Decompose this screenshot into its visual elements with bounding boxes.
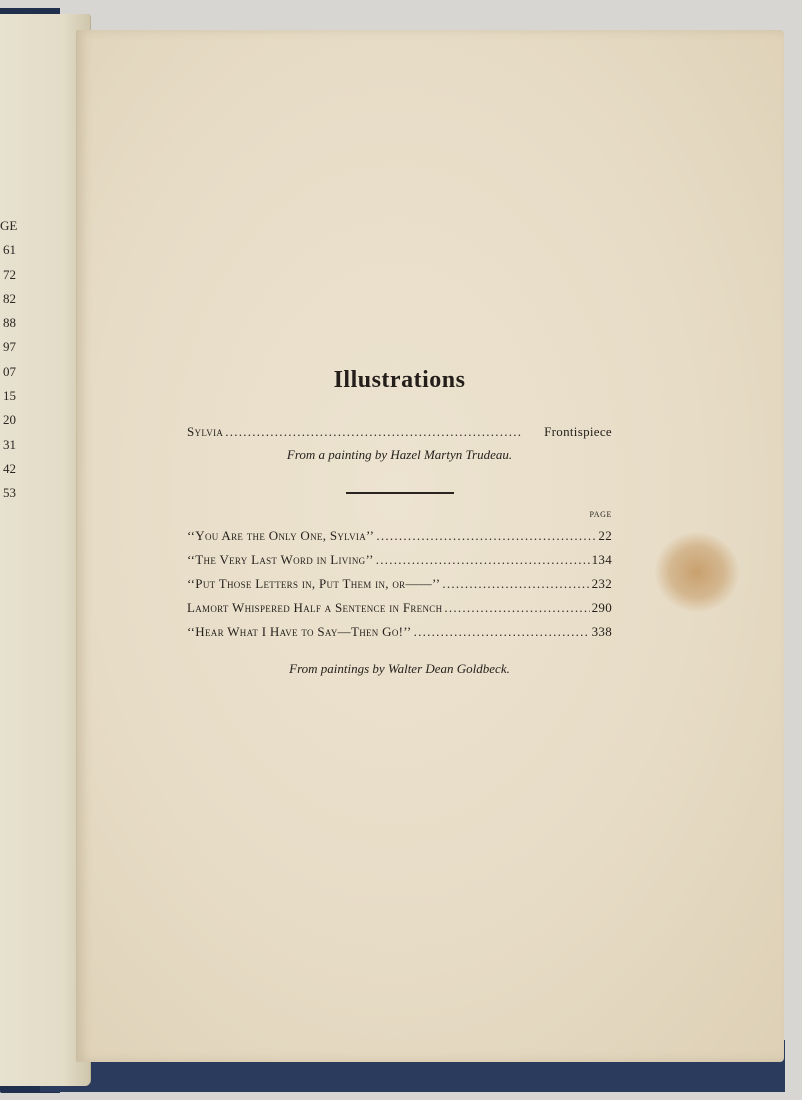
list-item: [187, 572, 612, 596]
paintings-credit: From paintings by Walter Dean Goldbeck.: [289, 660, 510, 676]
dot-leader: [442, 572, 589, 596]
facing-page-number: 72: [3, 266, 16, 282]
list-item: [187, 524, 612, 548]
facing-page-number: 20: [3, 412, 16, 428]
illustration-title: ‘‘The Very Last Word in Living’’: [187, 551, 374, 567]
dot-leader: [376, 548, 590, 572]
page-column-header: page: [589, 507, 612, 520]
illustration-title: ‘‘Hear What I Have to Say—Then Go!’’: [187, 623, 412, 639]
frontispiece-target: Frontispiece: [544, 424, 612, 439]
frontispiece-label: Sylvia: [187, 424, 224, 439]
list-item: [187, 620, 612, 644]
facing-page-number: 42: [3, 460, 16, 476]
facing-page-number: 53: [3, 485, 16, 501]
list-item: [187, 548, 612, 572]
dot-leader: [414, 620, 590, 644]
illustration-page: 338: [591, 623, 612, 639]
dot-leader: [376, 524, 596, 548]
page-title: Illustrations: [333, 367, 466, 393]
illustrations-list: [187, 364, 612, 680]
illustration-page: 290: [591, 599, 612, 615]
facing-page-number: 88: [3, 315, 16, 331]
dot-leader: [444, 596, 589, 620]
list-item: [187, 596, 612, 620]
facing-page-number: GE: [0, 218, 18, 233]
facing-page-number: 97: [3, 339, 16, 355]
illustration-page: 22: [598, 527, 612, 543]
illustration-page: 232: [591, 575, 612, 591]
frontispiece-entry: [187, 420, 612, 444]
facing-page-numbers: [0, 214, 16, 506]
facing-page-number: 61: [3, 242, 16, 258]
frontispiece-credit: From a painting by Hazel Martyn Trudeau.: [286, 447, 513, 462]
illustration-title: ‘‘Put Those Letters in, Put Them in, or——’’: [187, 575, 441, 591]
foxing-stain: [655, 532, 739, 612]
facing-page-number: 07: [3, 363, 16, 379]
dot-leader: [225, 420, 542, 444]
illustration-title: ‘‘You Are the Only One, Sylvia’’: [187, 527, 375, 543]
facing-page-number: 15: [3, 388, 16, 404]
facing-page-number: 82: [3, 290, 16, 306]
illustration-page: 134: [591, 551, 612, 567]
illustrations-page: [76, 30, 784, 1062]
facing-page-number: 31: [3, 436, 16, 452]
illustration-title: Lamort Whispered Half a Sentence in French: [187, 599, 443, 615]
